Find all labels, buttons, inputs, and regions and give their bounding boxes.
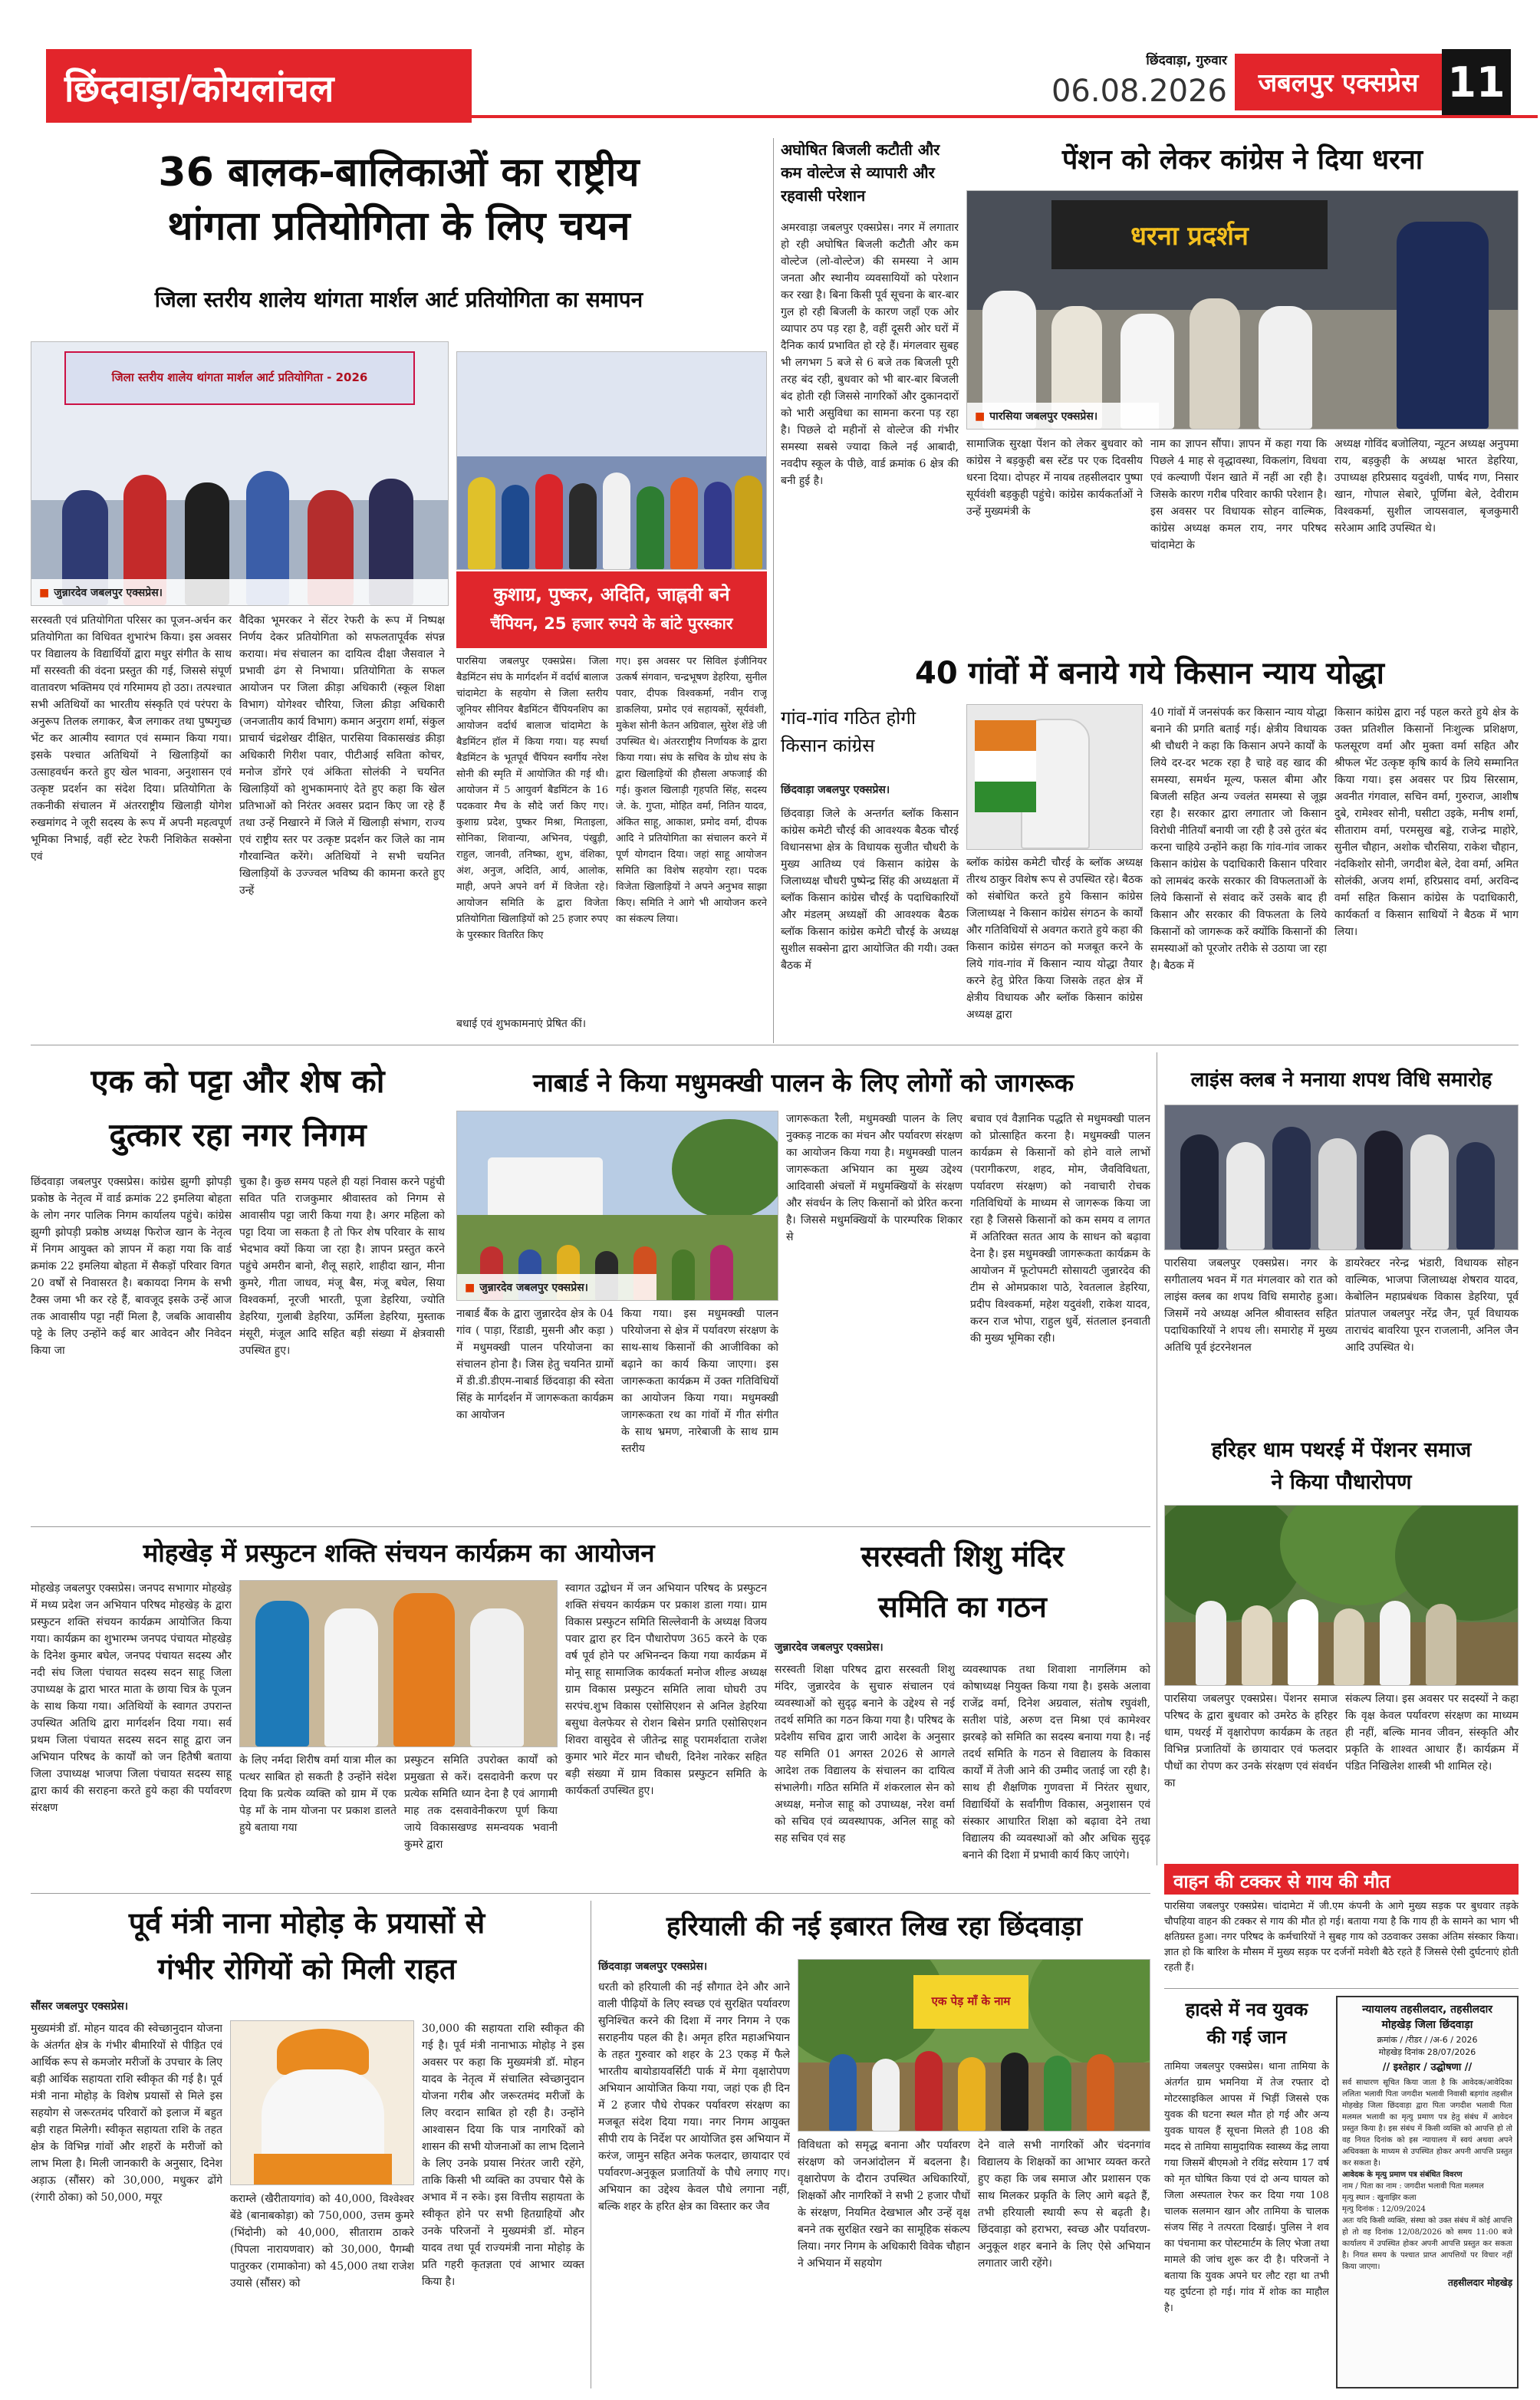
nana-byline: सौंसर जबलपुर एक्सप्रेस।	[31, 2000, 129, 2013]
notice-body: सर्व साधारण सूचित किया जाता है कि आवेदक/आवेदिका ललिता भलावी पिता जगदीश भलावी निवासी बड़गांव तहसील मोहखेड़ जिला छिंदवाड़ा द्वारा पिता जगदीश भलावी पिता मलमल भलावी का मृत्यु प्रमाण पत्र हेतु संबंध में आवेदन प्रस्तुत किया है। इस संबंध में किसी व्यक्ति को आपत्ति हो तो वह नियत दिनांक को इस न्यायालय में स्वयं अथवा अपने अधिवक्ता के माध्यम से उपस्थित होकर अपनी आपत्ति प्रस्तुत कर सकता है।	[1342, 2079, 1512, 2168]
green-col2: विविधता को समृद्ध बनाना और पर्यावरण संरक्षण को जनआंदोलन में बदलना है। वृक्षारोपण के दौरान उपस्थित अधिकारियों, शिक्षकों और नागरिकों ने सभी 2 हजार पौधों के संरक्षण, नियमित देखभाल और उन्हें वृक्ष बनने तक सुरक्षित रखने का सामूहिक संकल्प लिया। नगर निगम के अधिकारी विवेक चौहान ने अभियान में सहयोग	[798, 2139, 970, 2270]
pension-col1: सामाजिक सुरक्षा पेंशन को लेकर बुधवार को कांग्रेस ने बड़कुही बस स्टेंड पर एक दिवसीय धरना दिया। दोपहर में नायब तहसीलदार पुष्पा सूर्यवंशी बड़कुही पहुंचे। कांग्रेस कार्यकर्ताओं ने उन्हें मुख्यमंत्री के	[966, 438, 1143, 518]
nabard-col3: जागरूकता रैली, मधुमक्खी पालन के लिए नुक्कड़ नाटक का मंचन और पर्यावरण संरक्षण का आयोजन किया गया है। मधुमक्खी पालन जागरूकता अभियान का मुख्य उद्देश्य आदिवासी अंचलों में मधुमक्खियों के संरक्षण और संवर्धन के लिए किसानों को प्रेरित करना है। जिससे मधुमक्खियों के पारम्परिक शिकार से	[786, 1113, 962, 1243]
legal-notice	[1336, 1996, 1519, 2388]
story1-headline-2: थांगता प्रतियोगिता के लिए चयन	[167, 203, 630, 249]
lions-photo	[1164, 1105, 1519, 1250]
nana-headline-1: पूर्व मंत्री नाना मोहोड़ के प्रयासों से	[128, 1906, 485, 1940]
nabard-col2: किया गया। इस मधुमक्खी पालन परियोजना से क्षेत्र में पर्यावरण संरक्षण के साथ-साथ किसानों की आजीविका को बढ़ाने का कार्य किया जाएगा। इस जागरूकता कार्यक्रम में उक्त गतिविधियों का आयोजन किया गया। मधुमक्खी जागरूकता रथ का गांवों में गीत संगीत के साथ भ्रमण, नारेबाजी के साथ ग्राम स्तरीय	[621, 1308, 778, 1455]
notice-title-2: मोहखेड़ जिला छिंदवाड़ा	[1381, 2019, 1473, 2031]
notice-date: मोहखेड़ दिनांक 28/07/2026	[1378, 2047, 1476, 2057]
pension-col3: अध्यक्ष गोविंद बजोलिया, न्यूटन अध्यक्ष अनुपमा राय, बड़कुही के अध्यक्ष भारत डेहरिया, उपाध्यक्ष हरिप्रसाद यदुवंशी, पार्षद गण, निसार खान, गोपाल सेबारे, पूर्णिमा बेले, देवीराम विश्वकर्मा, सुशील जायसवाल, बृजकुमारी सरेआम आदि उपस्थित थे।	[1334, 438, 1519, 535]
page-number: 11	[1442, 49, 1511, 115]
badminton-footer: बधाई एवं शुभकामनाएं प्रेषित कीं।	[456, 1018, 587, 1030]
green-col1: धरती को हरियाली की नई सौगात देने और आने वाली पीढ़ियों के लिए स्वच्छ एवं सुरक्षित पर्यावरण सुनिश्चित करने की दिशा में नगर निगम ने एक सराहनीय पहल की है। अमृत हरित महाअभियान के तहत गुरुवार को शहर के 23 एकड़ में फैले भारतीय बायोडायवर्सिटी पार्क में मेगा वृक्षारोपण अभियान आयोजित किया गया, जहां एक ही दिन में 2 हजार पौधे रोपकर पर्यावरण संरक्षण का मजबूत संदेश दिया गया। नगर निगम आयुक्त सीपी राय के निर्देश पर आयोजित इस अभियान में करंज, जामुन सहित अनेक फलदार, छायादार एवं पर्यावरण-अनुकूल प्रजातियों के पौधे लगाए गए। अभियान का उद्देश्य केवल पौधे लगाना नहीं, बल्कि शहर के हरित क्षेत्र का विस्तार कर जैव	[598, 1981, 790, 2213]
lions-col2: डायरेक्टर नरेन्द्र भंडारी, विधायक सोहन वाल्मिक, भाजपा जिलाध्यक्ष शेषराव यादव, केबोलिन महाप्रबंधक विकास डेहरिया, पूर्व प्रांतपाल जबलपुर नरेंद्र जैन, पूर्व विधायक ताराचंद बावरिया पूरन राजलानी, अनिल जैन आदि उपस्थित थे।	[1345, 1257, 1519, 1354]
tamia-body: तामिया जबलपुर एक्सप्रेस। थाना तामिया के अंतर्गत ग्राम भमनिया में तेज रफ्तार दो मोटरसाइकिल आपस में भिड़ीं जिससे एक युवक की घटना स्थल मौत हो गई और अन्य युवक घायल हैं सूचना मिलते ही 108 की मदद से तामिया सामुदायिक स्वास्थ्य केंद्र लाया गया जिसमें बीएमओ ने रविंद्र सरेयाम 17 वर्ष को मृत घोषित किया एवं दो अन्य घायल को जिला अस्पताल रेफर कर दिया गया 108 चालक सलमान खान और तामिया के चालक संजय सिंह ने तत्परता दिखाई। पुलिस ने शव का पंचनामा कर पोस्टमार्टम के लिए भेजा तथा मामले की जांच शुरू कर दी है। परिजनों ने बताया कि युवक अपने घर लौट रहा था तभी यह दुर्घटना हो गई। गांव में शोक का माहौल है।	[1164, 2061, 1329, 2314]
school-headline-2: समिति का गठन	[878, 1590, 1047, 1624]
thangta-photo: जिला स्तरीय शालेय थांगता मार्शल आर्ट प्रतियोगिता - 2026 ■ जुन्नारदेव जबलपुर एक्सप्रेस।	[31, 341, 449, 606]
notice-signoff: तहसीलदार मोहखेड़	[1447, 2277, 1512, 2288]
tamia-headline-2: की गई जान	[1206, 2026, 1287, 2048]
story1-subhead: जिला स्तरीय शालेय थांगता मार्शल आर्ट प्रतियोगिता का समापन	[154, 287, 643, 312]
notice-field-2: नाम / पिता का नाम : जगदीश भलावी पिता मलमल	[1342, 2182, 1484, 2191]
badminton-photo	[456, 351, 767, 570]
notice-field-4: मृत्यु दिनांक : 12/09/2024	[1342, 2205, 1426, 2214]
mohkhed-col3: प्रस्फुटन समिति उपरोक्त कार्यों को प्रमुखता से करें। दसदावेनी करण पर प्रत्येक समिति ध्यान देना है एवं आगामी माह तक दसवावेनीकरण पूर्ण किया जाये विकासखण्ड समन्वयक भवानी कुमरे द्वारा	[404, 1754, 558, 1851]
mohkhed-photo	[239, 1580, 558, 1747]
badminton-col2: गए। इस अवसर पर सिविल इंजीनियर उत्कर्ष संगवान, चन्द्रभूषण डेहरिया, सुनील पवार, दीपक विश्वकर्मा, नवीन राजू डाकलिया, प्रमोद एवं सहायकों, सूर्यवंशी, मुकेश सोनी केतन अग्रिवाल, सुरेश शेंडे जी उपस्थित थे। अंतरराष्ट्रीय निर्णायक के द्वारा किया गया। संघ के सचिव के ग्रोथ संघ के द्वारा खिलाड़ियों की हौसला अफजाई की गई। कुशल खिलाड़ी गृहपति सिंह, सदस्य जे. के. गुप्ता, मोहित वर्मा, नितिन यादव, अंकित साहू, आकाश, प्रमोद वर्मा, दीपक आदि ने प्रतियोगिता का संचालन करने में पूर्ण योगदान दिया। जहां साहू आयोजन समिति का विशेष सहयोग रहा। पदक विजेता खिलाड़ियों ने अपने अनुभव साझा किए। समिति ने आगे भी आयोजन करने का संकल्प लिया।	[616, 656, 767, 925]
notice-subject: // इश्तेहार / उद्घोषणा //	[1382, 2062, 1473, 2073]
farmers-col3: 40 गांवों में जनसंपर्क कर किसान न्याय योद्धा बनाने की प्रगति बताई गई। क्षेत्रीय विधायक श्री चौधरी ने कहा कि किसान अपने कार्यों के लिये दर-दर भटक रहा है चाहे वह खाद की समस्या, समर्थन मूल्य, फसल बीमा और बिजली सहित अन्य ज्वलंत समस्या से जूझ रहा है। सरकार द्वारा लगातार जो किसान विरोधी नीतियाँ बनायी जा रही है उसे तुरंत बंद करना चाहिये उन्होंने कहा कि गांव-गांव जाकर किसान कांग्रेस के पदाधिकारी किसान परिवार को लामबंद करके सरकार की विफलताओं के लिये किसानों से संवाद करें उसके बाद ही किसान और सरकार की विफलता के लिये किसानों को जागरूक करें क्योंकि किसानों की समस्याओं को पूरजोर तरीके से उठाया जा रहा है। बैठक में	[1150, 706, 1327, 972]
municipal-headline-1: एक को पट्टा और शेष को	[90, 1062, 385, 1100]
harihar-headline-1: हरिहर धाम पथरई में पेंशनर समाज	[1211, 1438, 1472, 1462]
mohkhed-col4: स्वागत उद्बोधन में जन अभियान परिषद के प्रस्फुटन शक्ति संचयन कार्यक्रम पर प्रकाश डाला गया। ग्राम विकास प्रस्फुटन समिति सिल्लेवानी के अध्यक्ष विजय पवार द्वारा हर दिन पौधारोपण 365 करने के एक वर्ष पूर्व होने पर अभिनन्दन किया गया कार्यक्रम में मोनू साहू सामाजिक कार्यकर्ता मनोज शील्ड अध्यक्ष ग्राम विकास प्रस्फुटन समिति लावा घोघरी उप सरपंच.शुभ विकास एसोसिएशन से अनिल डेहरिया बसुधा वेलफेयर से रोशन बिसेन प्रगति एसोसिएशन शिवरा वासुदेव से जीतेन्द्र साहू परामर्शदाता राजेश कुमार भारे मेंटर मान चौधरी, दिनेश नारेकर सहित बड़ी संख्या में ग्राम विकास प्रस्फुटन समिति के कार्यकर्ता उपस्थित हुए।	[565, 1582, 767, 1797]
story1-headline-1: 36 बालक-बालिकाओं का राष्ट्रीय	[158, 150, 640, 196]
story1-col2: वैदिका भूमरकर ने सेंटर रेफरी के रूप में निष्पक्ष निर्णय देकर प्रतियोगिता को सफलतापूर्वक संपन्न कराया। मंच संचालन का दायित्व दीक्षा जैसवाल ने प्रभावी ढंग से निभाया। प्रतियोगिता के सफल आयोजन पर जिला क्रीड़ा अधिकारी (स्कूल शिक्षा विभाग) योगेश्वर चौरिया, जिला क्रीड़ा अधिकारी (जनजातीय कार्य विभाग) कमान अनुराग शर्मा, संकुल प्राचार्य चंद्रशेखर दीक्षित, पारसिया विकासखंड क्रीड़ा अधिकारी गिरीश पवार, पीटीआई सविता कोचर, मनोज डोंगरे एवं अंकिता सोलंकी ने चयनित खिलाड़ियों को शुभकामनाएं देते हुए कहा कि खेल प्रतिभाओं को निरंतर अवसर प्रदान किए जा रहे हैं तथा उन्हें निखारने में जिले में खिलाड़ी संभाग, राज्य एवं राष्ट्रीय स्तर पर उत्कृष्ट प्रदर्शन कर जिले का नाम गौरवान्वित करेंगे। अतिथियों ने सभी चयनित खिलाड़ियों के उज्ज्वल भविष्य की कामना करते हुए उन्हें	[239, 614, 445, 897]
harihar-headline-2: ने किया पौधारोपण	[1271, 1470, 1412, 1494]
green-photo	[798, 1959, 1150, 2132]
nana-headline-2: गंभीर रोगियों को मिली राहत	[157, 1952, 456, 1986]
farmers-col4: किसान कांग्रेस द्वारा नई पहल करते हुये क्षेत्र के उक्त प्रतिशील किसानों निःशुल्क प्रशिक्षण, फलसूरण वर्मा और मुक्ता वर्मा सहित और श्रीफल भेंट उत्कृष्ट कृषि कार्य के लिये सम्मानित किया गया। इस अवसर पर प्रिय सिरसाम, अवनीत गंगवाल, सचिन वर्मा, गुरुराज, आशीष दुबे, रामेश्वर सोनी, घसीटा उइके, मनीष शर्मा, सीताराम वर्मा, परमसुख बड्डे, राजेन्द्र माहोरे, सुनील चौहान, अशोक चौरसिया, राकेश चौहान, नंदकिशोर सोनी, जगदीश बेले, देवा वर्मा, अमित सोलंकी, अजय शर्मा, हरिप्रसाद वर्मा, अरविन्द वर्मा सहित किसान कांग्रेस के पदाधिकारी, कार्यकर्ता व किसान साथियों ने बैठक में भाग लिया।	[1334, 706, 1519, 938]
tamia-headline-1: हादसे में नव युवक	[1185, 1999, 1308, 2020]
farmers-subhead: गांव-गांव गठित होगी किसान कांग्रेस	[781, 707, 916, 756]
lions-col1: पारसिया जबलपुर एक्सप्रेस। नगर के सगीतालय भवन में गत मंगलवार को रात को लाइंस क्लब का शपथ विधि समारोह हुआ। जिसमें नये अध्यक्ष अनिल श्रीवास्तव सहित पदाधिकारियों ने शपथ ली। समारोह में मुख्य अतिथि पूर्व इंटरनेशनल	[1164, 1257, 1338, 1354]
nabard-col1: नाबार्ड बैंक के द्वारा जुन्नारदेव क्षेत्र के 04 गांव ( पाड़ा, रिंडाडी, मुसनी और कड़ा ) में मधुमक्खी पालन परियोजना का संचालन होना है। जिस हेतु चयनित ग्रामों में डी.डी.डीएम-नाबार्ड छिंदवाड़ा की स्वेता सिंह के मार्गदर्शन में जागरूकता कार्यक्रम का आयोजन	[456, 1308, 614, 1421]
pension-photo: धरना प्रदर्शन ■ पारसिया जबलपुर एक्सप्रेस।	[966, 190, 1519, 430]
power-headline: अघोषित बिजली कटौती और कम वोल्टेज से व्यापारी और रहवासी परेशान	[781, 140, 940, 205]
badminton-overlay: कुशाग्र, पुष्कर, अदिति, जाह्नवी बने चैंपियन, 25 हजार रुपये के बांटे पुरस्कार	[456, 571, 767, 648]
notice-field-3: मृत्यु स्थान : खुनाझिर कला	[1342, 2194, 1417, 2202]
city-day: छिंदवाड़ा, गुरुवार	[1146, 53, 1227, 68]
nabard-photo: ■ जुन्नारदेव जबलपुर एक्सप्रेस।	[456, 1111, 778, 1301]
farmers-headline: 40 गांवों में बनाये गये किसान न्याय योद्धा	[915, 656, 1384, 691]
issue-date: 06.08.2026	[1051, 74, 1227, 109]
municipal-col1: छिंदवाड़ा जबलपुर एक्सप्रेस। कांग्रेस झुग्गी झोपड़ी प्रकोष्ठ के नेतृत्व में वार्ड क्रमांक 22 इमलिया बोहता के लोग नगर पालिक निगम कार्यालय पहुंचे। कांग्रेस झुग्गी झोपड़ी प्रकोष्ठ अध्यक्ष फिरोज खान के नेतृत्व में निगम आयुक्त को ज्ञापन में कहा गया कि वार्ड क्रमांक 22 इमलिया बोहता में सैकड़ों परिवार विगत 20 वर्षों से निवासरत है। बकायदा निगम के सभी टैक्स जमा भी कर रहे हैं, बावजूद इसके उन्हें आज तक आवासीय पट्टा नहीं मिला है, जबकि आवासीय पट्टे के लिए उन्होंने कई बार आवेदन और निवेदन किया जा	[31, 1176, 232, 1357]
thangta-photo-credit: जुन्नारदेव जबलपुर एक्सप्रेस।	[54, 587, 163, 599]
school-col2: व्यवस्थापक तथा शिवाशा नागलिंगम को कोषाध्यक्ष नियुक्त किया गया है। इसके अलावा राजेंद्र वर्मा, दिनेश अग्रवाल, संतोष रघुवंशी, सतीश पांडे, अरुण दत्त मिश्रा एवं कामेश्वर झरबड़े को समिति का सदस्य बनाया गया है। नई तदर्थ समिति के गठन से विद्यालय के विकास कार्यों में तेजी आने की उम्मीद जताई जा रही है। साथ ही शैक्षणिक गुणवत्ता में निरंतर सुधार, विद्यार्थियों के सर्वांगीण विकास, अनुशासन एवं संस्कार आधारित शिक्षा को बढ़ावा देने तथा विद्यालय की व्यवस्थाओं को और अधिक सुदृढ़ बनाने की दिशा में प्रभावी कार्य किए जाएंगे।	[962, 1664, 1150, 1862]
municipal-col2: चुका है। कुछ समय पहले ही यहां निवास करने पहुंची सवित पति राजकुमार श्रीवास्तव को निगम से आवासीय पट्टा जारी किया गया है। अगर महिला को पट्टा दिया जा सकता है तो फिर शेष परिवार के साथ भेदभाव क्यों किया जा रहा है। ज्ञापन प्रस्तुत करने पहुंचे अमरीन बानो, शैलू सहारे, शाहीदा खान, मीना कुमरे, गीता जाधव, मंजू बैस, मंजू बघेल, सिया विश्वकर्मा, नूरजी भारती, पूजा डेहरिया, ज्योति डेहरिया, गुलाबी डेहरिया, ऊर्मिला डेहरिया, मुस्ताक मंसूरी, मंजूल आदि सहित बड़ी संख्या में क्षेत्रवासी उपस्थित हुए।	[239, 1176, 445, 1357]
mohkhed-headline: मोहखेड़ में प्रस्फुटन शक्ति संचयन कार्यक्रम का आयोजन	[143, 1538, 655, 1568]
green-headline: हरियाली की नई इबारत लिख रहा छिंदवाड़ा	[666, 1911, 1083, 1942]
right-bottom-region	[1158, 1898, 1526, 2396]
notice-title-1: न्यायालय तहसीलदार, तहसीलदार	[1362, 2003, 1492, 2016]
farmers-col2: ब्लॉक कांग्रेस कमेटी चौरई के ब्लॉक अध्यक्ष तीरथ ठाकुर विशेष रूप से उपस्थित रहे। बैठक को संबोधित करते हुये किसान कांग्रेस जिलाध्यक्ष ने किसान कांग्रेस संगठन के कार्यों और गतिविधियों से अवगत कराते हुये कहा की किसान कांग्रेस संगठन को मजबूत करने के लिये गांव-गांव में किसान न्याय योद्धा तैयार करने हेतु प्रेरित किया जिसके तहत क्षेत्र में क्षेत्रीय विधायक और ब्लॉक किसान कांग्रेस अध्यक्ष द्वारा	[966, 857, 1143, 1021]
green-col3: देने वाले सभी नागरिकों और चंदनगांव विद्यालय के शिक्षकों का आभार व्यक्त करते हुए कहा कि जब समाज और प्रशासन एक साथ मिलकर प्रकृति के लिए आगे बढ़ते हैं, तभी हरियाली स्थायी रूप से बढ़ती है। छिंदवाड़ा को हराभरा, स्वच्छ और पर्यावरण-अनुकूल शहर बनाने के लिए ऐसे अभियान लगातार जारी रहेंगे।	[978, 2139, 1150, 2270]
green-byline: छिंदवाड़ा जबलपुर एक्सप्रेस।	[598, 1960, 708, 1973]
harihar-photo	[1164, 1505, 1519, 1686]
green-banner: एक पेड़ माँ के नाम	[913, 1975, 1028, 2029]
thangta-banner: जिला स्तरीय शालेय थांगता मार्शल आर्ट प्रतियोगिता - 2026	[64, 351, 414, 405]
power-body: अमरवाड़ा जबलपुर एक्सप्रेस। नगर में लगातार हो रही अघोषित बिजली कटौती और कम वोल्टेज (लो-वोल्टेज) की समस्या ने आम जनता और स्थानीय व्यवसायियों को परेशान कर रखा है। बिना किसी पूर्व सूचना के बार-बार गुल हो रही बिजली के कारण जहाँ एक ओर व्यापार ठप पड़ रहा है, वहीं दूसरी ओर घरों में दैनिक कार्य प्रभावित हो रहे हैं। मंगलवार सुबह भी लगभग 5 बजे से 6 बजे तक बिजली पूरी तरह बंद रही, बुधवार को भी बार-बार बिजली बंद होती रही जिससे नागरिकों और दुकानदारों को भारी असुविधा का सामना करना पड़ रहा है। पिछले दो महीनों से वोल्टेज की गंभीर समस्या सबसे ज्यादा किले नई आबादी, नवदीप स्कूल के पीछे, वार्ड क्रमांक 6 क्षेत्र की बनी हुई है।	[781, 222, 959, 487]
school-byline: जुन्नारदेव जबलपुर एक्सप्रेस।	[775, 1641, 884, 1654]
mohkhed-col1: मोहखेड़ जबलपुर एक्सप्रेस। जनपद सभागार मोहखेड़ में मध्य प्रदेश जन अभियान परिषद मोहखेड़ के द्वारा प्रस्फुटन शक्ति संचयन कार्यक्रम आयोजित किया गया। कार्यक्रम का शुभारम्भ जनपद पंचायत मोहखेड़ के दिनेश कुमार बघेल, जनपद पंचायत सदस्य और नदी संघ जिला पंचायत सदस्य सदन साहू जिला उपाध्यक्ष के द्वारा भारत माता के छाया चित्र के पूजन के साथ किया गया। अतिथियों के स्वागत उपरान्त उपस्थित अतिथि द्वारा मार्गदर्शन दिया गया। सर्व प्रथम जिला पंचायत सदस्य सदन साहू द्वारा जन अभियान परिषद के कार्यों को जन हितैषी बताया जिला उपाध्यक्ष भाजपा जिला पंचायत सदस्य साहू द्वारा कार्य की सराहना करते हुये कहा की पर्यावरण संरक्षण	[31, 1582, 232, 1814]
municipal-headline-2: दुत्कार रहा नगर निगम	[109, 1116, 367, 1154]
farmers-col1: छिंदवाड़ा जिले के अन्तर्गत ब्लॉक किसान कांग्रेस कमेटी चौरई की आवश्यक बैठक चौरई विधानसभा क्षेत्र के विधायक सुजीत चौधरी के मुख्य आतिथ्य एवं किसान कांग्रेस के जिलाध्यक्ष चौधरी पुष्पेन्द्र सिंह की अध्यक्षता में ब्लॉक किसान कांग्रेस चौरई के पदाधिकारियों और मंडलम् अध्यक्षों की आवश्यक बैठक ब्लॉक किसान कांग्रेस कमेटी चौरई के अध्यक्ष सुशील सक्सेना द्वारा आयोजित की गयी। उक्त बैठक में	[781, 808, 959, 972]
brand-logo: जबलपुर एक्सप्रेस	[1235, 54, 1442, 110]
notice-field-1: आवेदक के मृत्यु प्रमाण पत्र संबंधित विवरण	[1342, 2171, 1463, 2179]
cow-headline: वाहन की टक्कर से गाय की मौत	[1164, 1864, 1519, 1895]
school-col1: सरस्वती शिक्षा परिषद द्वारा सरस्वती शिशु मंदिर, जुन्नारदेव के सुचारु संचालन एवं व्यवस्थाओं को सुदृढ़ बनाने के उद्देश्य से नई तदर्थ समिति का गठन किया गया है। परिषद के प्रदेशीय सचिव द्वारा जारी आदेश के अनुसार यह समिति 01 अगस्त 2026 से आगले आदेश तक विद्यालय के संचालन का दायित्व संभालेगी। गठित समिति में शंकरलाल सेन को अध्यक्ष, मनोज साहू को उपाध्यक्ष, नरेश वर्मा को सचिव एवं व्यवस्थापक, अनिल साहू को सह सचिव एवं सह	[775, 1664, 955, 1845]
school-headline-1: सरस्वती शिशु मंदिर	[860, 1539, 1065, 1573]
harihar-col2: संकल्प लिया। इस अवसर पर सदस्यों ने कहा कि वृक्ष केवल पर्यावरण संरक्षण का माध्यम ही नहीं, बल्कि मानव जीवन, संस्कृति और प्रकृति के शाश्वत आधार हैं। कार्यक्रम में पंडित निखिलेश शास्त्री भी शामिल रहे।	[1345, 1693, 1519, 1773]
pension-photo-credit: पारसिया जबलपुर एक्सप्रेस।	[989, 410, 1098, 423]
pension-headline: पेंशन को लेकर कांग्रेस ने दिया धरना	[1061, 144, 1423, 176]
pension-col2: नाम का ज्ञापन सौंपा। ज्ञापन में कहा गया कि पिछले 4 माह से वृद्धावस्था, विकलांग, विधवा एवं कल्याणी पेंशन खाते में नहीं आ रही है। जिसके कारण गरीब परिवार काफी परेशान है। इस अवसर पर विधायक सोहन वाल्मिक, कांग्रेस अध्यक्ष कमल राय, नगर परिषद चांदामेटा के	[1150, 438, 1327, 551]
notice-case-no: क्रमांक / /रीडर / /अ-6 / 2026	[1377, 2035, 1478, 2045]
farmers-byline: छिंदवाड़ा जबलपुर एक्सप्रेस।	[781, 784, 890, 796]
nana-col2: कराम्ले (खैरीतायगांव) को 40,000, विश्वेश्वर बेंडे (बानाबकोड़ा) को 750,000, उत्तम कुमरे (भिंदोनी) को 40,000, सीताराम ठाकरे (पिपला नारायणवार) को 30,000, पैगम्बी पातुरकर (रामाकोना) को 45,000 तथा राजेश उयासे (सौंसर) को	[230, 2193, 414, 2290]
nabard-col4: बचाव एवं वैज्ञानिक पद्धति से मधुमक्खी पालन को प्रोत्साहित करना है। मधुमक्खी पालन कार्यक्रम से किसानों को होने वाले लाभों (परागीकरण, शहद, मोम, जैवविविधता, पर्यावरण संरक्षण) को नवाचारी रोचक गतिविधियों के माध्यम से जागरूक किया जा रहा है जिससे किसानों को कम समय व लागत में अतिरिक्त सतत आय के साधन को बढ़ावा देना है। इस मधुमक्खी जागरूकता कार्यक्रम के आयोजन में फूटोपमटी सोसायटी जुन्नारदेव की टीम से ओमप्रकाश पाठे, रेवतलाल डेहरिया, प्रदीप विश्वकर्मा, महेश यदुवंशी, राकेश यादव, करन राज भोपा, राहुल धुर्वे, संतलाल इनवाती की मुख्य भूमिका रही।	[970, 1113, 1150, 1345]
farmers-photo	[966, 704, 1143, 850]
harihar-col1: पारसिया जबलपुर एक्सप्रेस। पेंशनर समाज परिषद के द्वारा बुधवार को उमरेठ के हरिहर धाम, पथरई में वृक्षारोपण कार्यक्रम के तहत विभिन्न प्रजातियों के छायादार एवं फलदार पौधों का रोपण कर उनके संरक्षण एवं संवर्धन का	[1164, 1693, 1338, 1789]
story1-col1: सरस्वती एवं प्रतियोगिता परिसर का पूजन-अर्चन कर प्रतियोगिता का विधिवत शुभारंभ किया। इस अवसर पर विद्यालय के विद्यार्थियों द्वारा मधुर संगीत के साथ माँ सरस्वती की वंदना प्रस्तुत की गई, जिससे संपूर्ण वातावरण भक्तिमय एवं गरिमामय हो उठा। तत्पश्चात सभी अतिथियों का भारतीय संस्कृति एवं परंपरा के अनुरूप तिलक लगाकर, बैज लगाकर तथा पुष्पगुच्छ भेंट कर आत्मीय स्वागत एवं सम्मान किया गया। इसके पश्चात अतिथियों ने खिलाड़ियों का उत्साहवर्धन करते हुए खेल भावना, अनुशासन एवं उत्कृष्ट प्रदर्शन का संदेश दिया। प्रतियोगिता के तकनीकी संचालन में अंतरराष्ट्रीय खिलाड़ी योगेश रुखमांगद ने जूरी सदस्य के रूप में अपनी महत्वपूर्ण भूमिका निभाई, वहीं स्टेट रेफरी निशिकेत सक्सेना एवं	[31, 614, 232, 863]
section-title: छिंदवाड़ा/कोयलांचल	[46, 49, 472, 123]
nabard-headline: नाबार्ड ने किया मधुमक्खी पालन के लिए लोगों को जागरूक	[532, 1068, 1074, 1098]
nana-photo	[230, 2020, 414, 2185]
notice-footer-body: अतः यदि किसी व्यक्ति, संस्था को उक्त संबंध में कोई आपत्ति हो तो वह दिनांक 12/08/2026 को समय 11:00 बजे कार्यालय में उपस्थित होकर अपनी आपत्ति प्रस्तुत कर सकता है। नियत समय के पश्चात प्राप्त आपत्तियों पर विचार नहीं किया जाएगा।	[1342, 2217, 1512, 2271]
lions-headline: लाइंस क्लब ने मनाया शपथ विधि समारोह	[1190, 1068, 1492, 1091]
pension-banner: धरना प्रदर्शन	[1051, 200, 1328, 269]
mohkhed-col2: के लिए नर्मदा शिरीष वर्मा यात्रा मील का पत्थर साबित हो सकती है उन्होंने संदेश दिया कि प्रत्येक व्यक्ति को ग्राम में एक पेड़ माँ के नाम योजना पर प्रकाश डालते हुये बताया गया	[239, 1754, 397, 1834]
nabard-photo-credit: जुन्नारदेव जबलपुर एक्सप्रेस।	[479, 1282, 588, 1294]
badminton-col1: पारसिया जबलपुर एक्सप्रेस। जिला बैडमिंटन संघ के मार्गदर्शन में वर्दार्ध बालाज चांदामेटा के सहयोग से जिला स्तरीय जूनियर सीनियर बैडमिंटन चैंपियनशिप का आयोजन वर्दार्ध बालाज चांदामेटा के बैडमिंटन हॉल में किया गया। यह स्पर्धा बैडमिंटन के भूतपूर्व चैंपियन स्वर्गीय नरेश सोनी की स्मृति में आयोजित की गई थी। आयोजन में 5 आयुवर्ग बैडमिंटन के 16 पदकवार मैच के सौदे जर्रा किए गए। कुशाग्र प्रदेश, पुष्कर मिश्रा, मिताइला, सोनिका, शिवान्या, अभिनव, पंखुड़ी, राहुल, जानवी, तनिष्का, शुभ, वंशिका, अंश, अनुज, अदिति, आर्य, आलोक, माही, अपने अपने वर्ग में विजेता रहे। आयोजन समिति के द्वारा विजेता प्रतियोगिता खिलाड़ियों को 25 हजार रुपए के पुरस्कार वितरित किए	[456, 656, 608, 941]
masthead-rule	[472, 115, 1538, 118]
cow-body: पारसिया जबलपुर एक्सप्रेस। चांदामेटा में जी.एम कंपनी के आगे मुख्य सड़क पर बुधवार तड़के चौपहिया वाहन की टक्कर से गाय की मौत हो गई। बताया गया है कि गाय ही के सामने का भाग भी क्षतिग्रस्त हुआ। नगर परिषद के कर्मचारियों ने सुबह गाय को उठवाकर उसका अंतिम संस्कार किया। ज्ञात हो कि बारिश के मौसम में मुख्य सड़क पर दर्जनों मवेशी बैठे रहते हैं जिससे ऐसी दुर्घटनाएं होती रहती हैं।	[1164, 1901, 1519, 1974]
nana-col3: 30,000 की सहायता राशि स्वीकृत की गई है। पूर्व मंत्री नानाभाऊ मोहोड़ ने इस अवसर पर कहा कि मुख्यमंत्री डॉ. मोहन यादव के नेतृत्व में संचालित स्वेच्छानुदान योजना गरीब और जरूरतमंद मरीजों के लिए वरदान साबित हो रही है। उन्होंने आश्वासन दिया कि पात्र नागरिकों को शासन की सभी योजनाओं का लाभ दिलाने के लिए उनके प्रयास निरंतर जारी रहेंगे, ताकि किसी भी व्यक्ति का उपचार पैसे के अभाव में न रुके। इस वित्तीय सहायता के स्वीकृत होने पर सभी हितग्राहियों और उनके परिजनों ने मुख्यमंत्री डॉ. मोहन यादव तथा पूर्व राज्यमंत्री नाना मोहोड़ के प्रति गहरी कृतज्ञता एवं आभार व्यक्त किया है।	[422, 2023, 584, 2288]
nana-col1: मुख्यमंत्री डॉ. मोहन यादव की स्वेच्छानुदान योजना के अंतर्गत क्षेत्र के गंभीर बीमारियों से पीड़ित एवं आर्थिक रूप से कमजोर मरीजों के उपचार के लिए बड़ी आर्थिक सहायता राशि स्वीकृत की गई है। पूर्व मंत्री नाना मोहोड़ के विशेष प्रयासों से मिले इस सहयोग से जरूरतमंद परिवारों को इलाज में बहुत बड़ी राहत मिलेगी। स्वीकृत सहायता राशि के तहत क्षेत्र के विभिन्न गांवों और शहरों के मरीजों को लाभ मिला है। मिली जानकारी के अनुसार, दिनेश अड़ाऊ (सौंसर) को 30,000, मधुकर ढोंगे (रंगारी ठोका) को 50,000, मयूर	[31, 2023, 222, 2204]
